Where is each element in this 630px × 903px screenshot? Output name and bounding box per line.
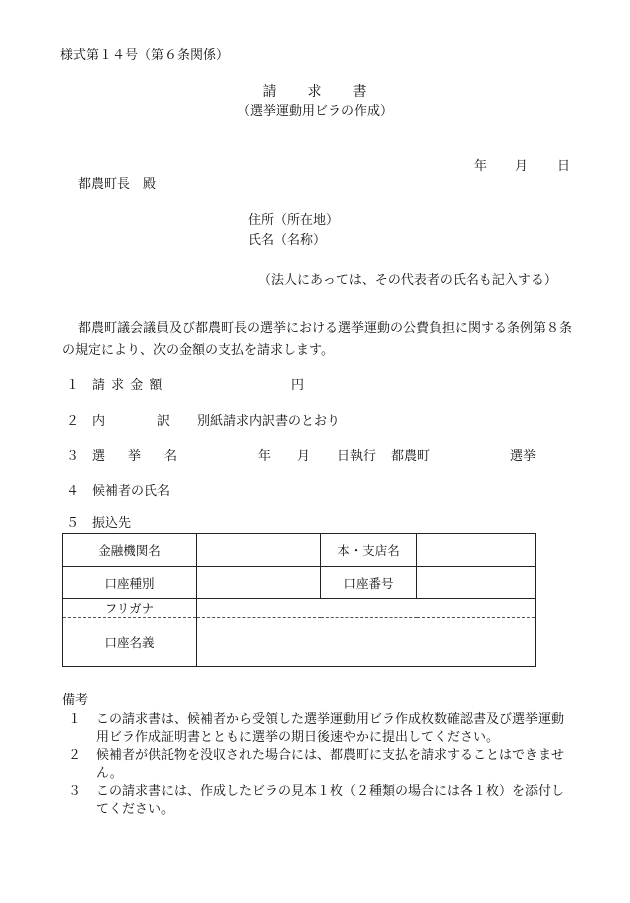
election-town: 都農町: [391, 449, 431, 464]
item-number: ３: [66, 449, 80, 464]
election-held: 日執行: [337, 449, 377, 464]
election-type: 選挙: [510, 449, 537, 464]
table-row: [63, 534, 536, 567]
election-label-2: 挙: [128, 449, 142, 464]
institution-value-cell[interactable]: [197, 534, 321, 567]
remarks-title: 備考: [62, 693, 89, 708]
branch-label: 本・支店名: [321, 534, 417, 567]
amount-unit: 円: [291, 378, 305, 393]
branch-value-cell[interactable]: [417, 534, 536, 567]
account-number-label: 口座番号: [321, 567, 417, 599]
item-number: ２: [66, 414, 80, 429]
account-holder-label: 口座名義: [63, 618, 197, 667]
date-month-label: 月: [515, 159, 529, 174]
address-label: 住所（所在地）: [248, 213, 340, 228]
name-label: 氏名（名称）: [248, 233, 327, 248]
account-number-value-cell[interactable]: [417, 567, 536, 599]
remark-number: ２: [68, 748, 82, 763]
breakdown-label-2: 訳: [157, 414, 171, 429]
list-item: [62, 711, 572, 747]
item-number: ４: [66, 484, 80, 499]
account-type-label: 口座種別: [63, 567, 197, 599]
amount-label: 請 求 金 額: [92, 378, 164, 393]
breakdown-label-1: 内: [92, 414, 106, 429]
breakdown-value: 別紙請求内訳書のとおり: [197, 414, 341, 429]
account-holder-value-cell[interactable]: [197, 618, 536, 667]
table-row: [63, 618, 536, 667]
date-day-label: 日: [557, 159, 571, 174]
institution-label: 金融機関名: [63, 534, 197, 567]
corporate-note: （法人にあっては、その代表者の氏名も記入する）: [258, 273, 557, 288]
bank-account-table: [62, 533, 536, 667]
form-number: 様式第１４号（第６条関係）: [60, 48, 230, 63]
furigana-label: フリガナ: [63, 599, 197, 618]
document-title: 請 求 書: [262, 84, 368, 100]
date-year-label: 年: [474, 159, 488, 174]
remark-text: この請求書は、候補者から受領した選挙運動用ビラ作成枚数確認書及び選挙運動用ビラ作成証明書とともに選挙の期日後速やかに提出してください。: [96, 712, 565, 745]
remarks-list: [62, 711, 572, 819]
election-label-3: 名: [164, 449, 178, 464]
election-year: 年: [258, 449, 272, 464]
candidate-label: 候補者の氏名: [92, 484, 171, 499]
list-item: [62, 783, 572, 819]
table-row: [63, 567, 536, 599]
list-item: [62, 747, 572, 783]
item-number: ５: [66, 516, 80, 531]
furigana-value-cell[interactable]: [197, 599, 536, 618]
body-text: 都農町議会議員及び都農町長の選挙における選挙運動の公費負担に関する条例第８条の規定により、次の金額の支払を請求します。: [62, 321, 573, 358]
election-month: 月: [297, 449, 311, 464]
item-number: １: [66, 378, 80, 393]
election-label-1: 選: [92, 449, 106, 464]
remark-text: この請求書には、作成したビラの見本１枚（２種類の場合には各１枚）を添付してください。: [96, 784, 565, 817]
remark-text: 候補者が供託物を没収された場合には、都農町に支払を請求することはできません。: [96, 748, 565, 781]
document-subtitle: （選挙運動用ビラの作成）: [236, 104, 393, 119]
account-type-value-cell[interactable]: [197, 567, 321, 599]
addressee: 都農町長 殿: [78, 177, 157, 192]
remark-number: ３: [68, 784, 82, 799]
table-row: [63, 599, 536, 618]
remark-number: １: [68, 712, 82, 727]
transfer-label: 振込先: [92, 516, 132, 531]
